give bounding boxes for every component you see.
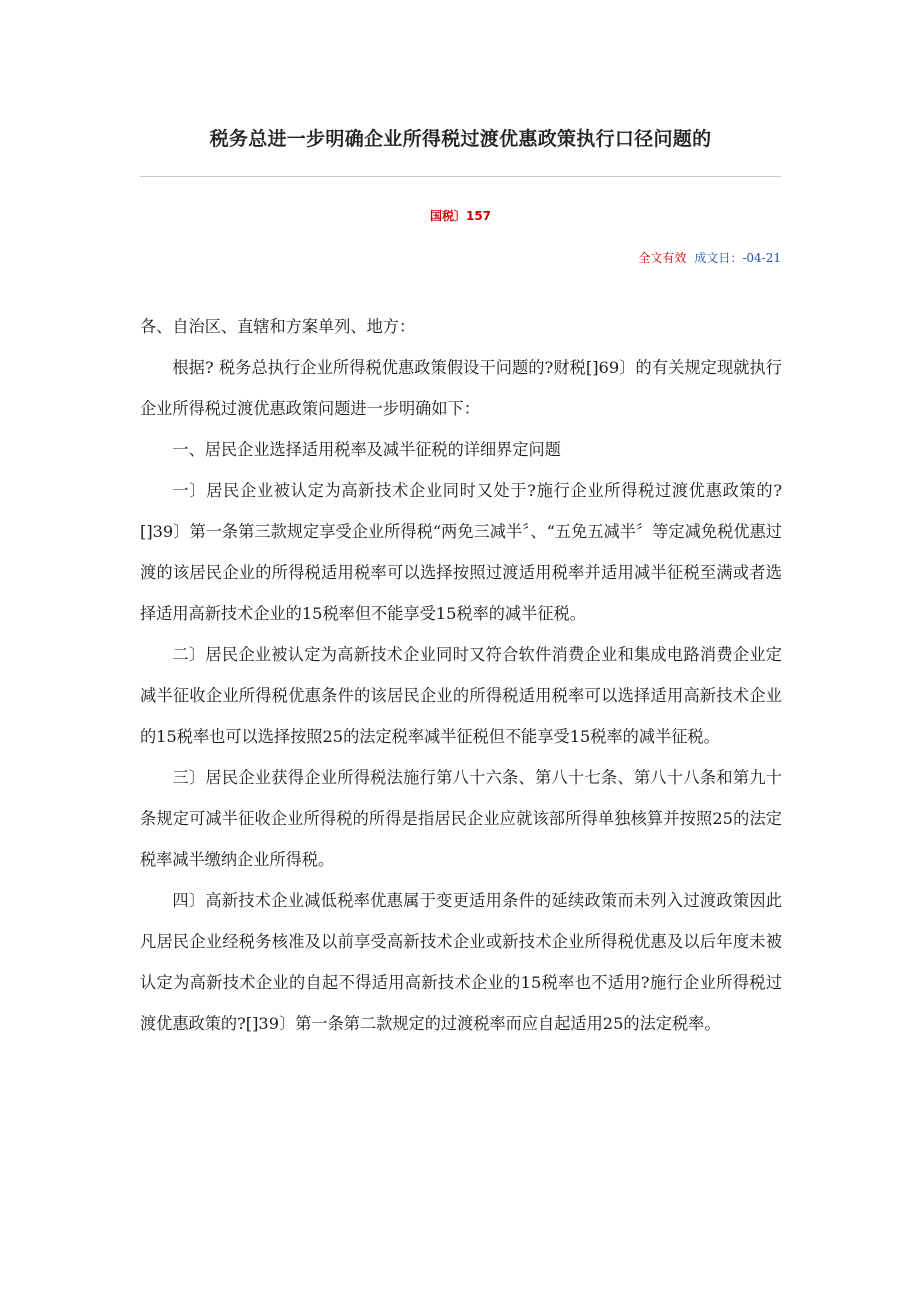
title-divider	[140, 176, 781, 177]
document-number: 国税〕157	[429, 209, 492, 223]
body-paragraph: 三〕居民企业获得企业所得税法施行第八十六条、第八十七条、第八十八条和第九十条规定可减半征收企业所得税的所得是指居民企业应就该部所得单独核算并按照25的法定税率减半缴纳企业所得税。	[140, 768, 782, 869]
intro-paragraph: 根据? 税务总执行企业所得税优惠政策假设干问题的?财税[]69〕的有关规定现就执行企业所得税过渡优惠政策问题进一步明确如下：	[140, 358, 782, 418]
section-heading: 一、居民企业选择适用税率及减半征税的详细界定问题	[172, 440, 561, 459]
body-paragraph: 一〕居民企业被认定为高新技术企业同时又处于?施行企业所得税过渡优惠政策的?[]39〕第一条第三款规定享受企业所得税“两免三减半〞、“五免五减半〞等定减免税优惠过渡的该居民企业的所得税适用税率可以选择按照过渡适用税率并适用减半征税至满或者选择适用高新技术企业的15税率但不能享受15税率的减半征税。	[140, 481, 782, 623]
document-title: 税务总进一步明确企业所得税过渡优惠政策执行口径问题的	[209, 128, 712, 150]
addressee-paragraph: 各、自治区、直辖和方案单列、地方：	[140, 317, 416, 336]
body-paragraph: 二〕居民企业被认定为高新技术企业同时又符合软件消费企业和集成电路消费企业定减半征收企业所得税优惠条件的该居民企业的所得税适用税率可以选择适用高新技术企业的15税率也可以选择按照25的法定税率减半征税但不能享受15税率的减半征税。	[140, 645, 782, 746]
validity-status: 全文有效	[638, 251, 687, 265]
body-paragraph: 四〕高新技术企业减低税率优惠属于变更适用条件的延续政策而未列入过渡政策因此凡居民企业经税务核准及以前享受高新技术企业或新技术企业所得税优惠及以后年度未被认定为高新技术企业的自起不得适用高新技术企业的15税率也不适用?施行企业所得税过渡优惠政策的?[]39〕第一条第二款规定的过渡税率而应自起适用25的法定税率。	[140, 891, 782, 1033]
document-status-line	[638, 249, 781, 266]
document-body	[140, 306, 782, 1044]
issue-date: 成文日：-04-21	[694, 251, 781, 265]
